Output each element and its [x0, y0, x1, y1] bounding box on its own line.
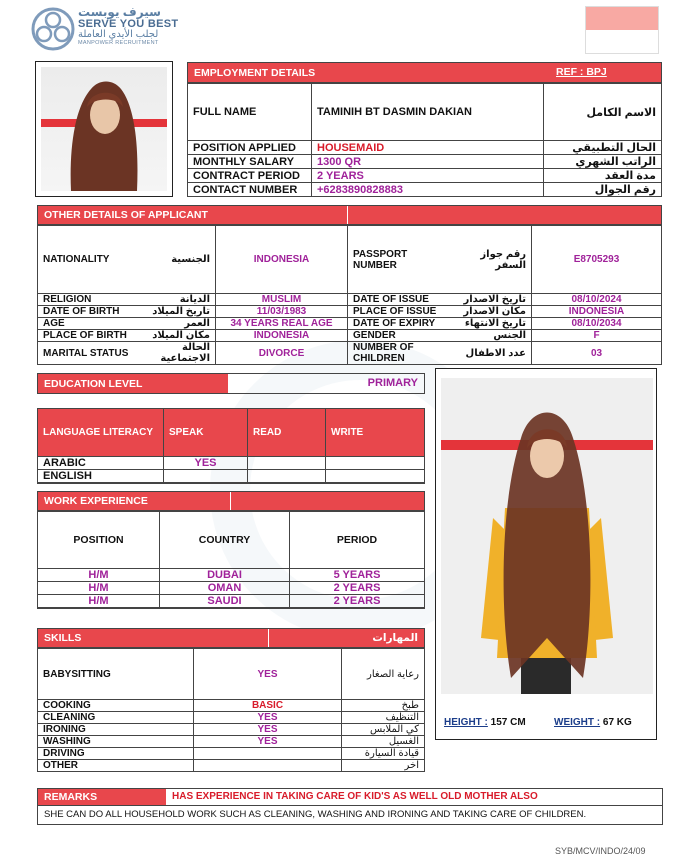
other-details-title: OTHER DETAILS OF APPLICANT: [44, 209, 208, 221]
employment-field-value: HOUSEMAID: [312, 141, 544, 155]
education-level-label: EDUCATION LEVEL: [38, 374, 228, 393]
work-experience-title: WORK EXPERIENCE: [44, 495, 148, 507]
weight-value: 67 KG: [602, 717, 632, 728]
skill-arabic: كي الملابس: [342, 724, 425, 736]
detail-label-arabic: مكان الميلاد: [134, 330, 216, 342]
detail-label: PLACE OF ISSUE: [348, 306, 452, 318]
remarks-highlight: HAS EXPERIENCE IN TAKING CARE OF KID'S AS WELL OLD MOTHER ALSO: [172, 791, 538, 802]
detail-value: MUSLIM: [216, 294, 348, 306]
skill-value: YES: [194, 712, 342, 724]
language-column-header: SPEAK: [164, 409, 248, 457]
employment-field-arabic: الراتب الشهري: [544, 155, 662, 169]
detail-label-arabic: الديانة: [134, 294, 216, 306]
detail-label-arabic: الجنسية: [134, 226, 216, 294]
language-row: [38, 483, 425, 484]
employment-row: [188, 84, 662, 141]
detail-value: 11/03/1983: [216, 306, 348, 318]
work-position: H/M: [38, 569, 160, 582]
work-position: [38, 608, 160, 609]
skill-name: DRIVING: [38, 748, 194, 760]
detail-label-arabic: تاريخ الاصدار: [452, 294, 532, 306]
other-details-row: [38, 226, 662, 294]
work-period: 2 YEARS: [290, 582, 425, 595]
skill-arabic: اخر: [342, 760, 425, 772]
skill-arabic: قيادة السيارة: [342, 748, 425, 760]
work-position: H/M: [38, 595, 160, 608]
skill-name: OTHER: [38, 760, 194, 772]
skill-value: BASIC: [194, 700, 342, 712]
height-label: HEIGHT :: [444, 717, 488, 728]
work-row: [38, 595, 425, 608]
employment-details-table: [187, 83, 662, 197]
employment-field-arabic: مدة العقد: [544, 169, 662, 183]
company-logo: [30, 6, 205, 56]
language-column-header: LANGUAGE LITERACY: [38, 409, 164, 457]
skill-name: CLEANING: [38, 712, 194, 724]
detail-label: DATE OF ISSUE: [348, 294, 452, 306]
employment-details-title: EMPLOYMENT DETAILS: [194, 66, 316, 79]
detail-label-arabic: مكان الاصدار: [452, 306, 532, 318]
employment-field-value: +6283890828883: [312, 183, 544, 197]
detail-value: 08/10/2024: [532, 294, 662, 306]
work-country: DUBAI: [160, 569, 290, 582]
skill-arabic: الغسيل: [342, 736, 425, 748]
detail-value: 03: [532, 342, 662, 365]
remarks-text: SHE CAN DO ALL HOUSEHOLD WORK SUCH AS CLEANING, WASHING AND IRONING AND TAKING CARE OF CHILDREN.: [44, 809, 587, 820]
detail-value: E8705293: [532, 226, 662, 294]
skill-row: [38, 748, 425, 760]
height-value: 157 CM: [490, 717, 526, 728]
employment-field-label: CONTACT NUMBER: [188, 183, 312, 197]
skill-name: BABYSITTING: [38, 649, 194, 700]
work-experience-table: [37, 511, 425, 609]
employment-row: [188, 141, 662, 155]
employment-field-arabic: الاسم الكامل: [544, 84, 662, 141]
language-speak: [164, 483, 248, 484]
work-period: 5 YEARS: [290, 569, 425, 582]
detail-label: NUMBER OF CHILDREN: [348, 342, 452, 365]
detail-label-arabic: الحالة الاجتماعية: [134, 342, 216, 365]
weight-measurement: [554, 717, 632, 728]
skills-header: [37, 628, 425, 648]
skill-name: IRONING: [38, 724, 194, 736]
employment-row: [188, 155, 662, 169]
skill-value: [194, 760, 342, 772]
language-name: ENGLISH: [38, 470, 164, 483]
detail-value: 34 YEARS REAL AGE: [216, 318, 348, 330]
remarks-section: [37, 788, 663, 825]
skill-row: [38, 712, 425, 724]
work-country: [160, 608, 290, 609]
work-country: SAUDI: [160, 595, 290, 608]
other-details-row: [38, 342, 662, 365]
language-row: [38, 470, 425, 483]
skill-arabic: رعاية الصغار: [342, 649, 425, 700]
detail-label-arabic: تاريخ الانتهاء: [452, 318, 532, 330]
detail-label: PASSPORT NUMBER: [348, 226, 452, 294]
education-level-value: PRIMARY: [367, 377, 418, 389]
language-row: [38, 457, 425, 470]
employment-field-label: MONTHLY SALARY: [188, 155, 312, 169]
work-period: 2 YEARS: [290, 595, 425, 608]
detail-value: DIVORCE: [216, 342, 348, 365]
other-details-row: [38, 306, 662, 318]
language-read: [248, 470, 326, 483]
detail-label-arabic: عدد الاطفال: [452, 342, 532, 365]
skill-value: YES: [194, 736, 342, 748]
employment-field-arabic: رقم الجوال: [544, 183, 662, 197]
height-measurement: [444, 717, 526, 728]
document-code: SYB/MCV/INDO/24/09: [555, 846, 646, 856]
education-level-row: [37, 373, 425, 394]
language-write: [326, 483, 425, 484]
skill-row: [38, 760, 425, 772]
skill-row: [38, 724, 425, 736]
logo-english-name: SERVE YOU BEST: [78, 17, 179, 30]
employment-field-value: TAMINIH BT DASMIN DAKIAN: [312, 84, 544, 141]
skill-value: [194, 748, 342, 760]
detail-label: GENDER: [348, 330, 452, 342]
detail-label: DATE OF BIRTH: [38, 306, 134, 318]
employment-field-label: POSITION APPLIED: [188, 141, 312, 155]
language-name: [38, 483, 164, 484]
detail-label: RELIGION: [38, 294, 134, 306]
language-column-header: READ: [248, 409, 326, 457]
employment-field-value: 1300 QR: [312, 155, 544, 169]
reference-code: REF : BPJ: [556, 66, 607, 78]
detail-label-arabic: تاريخ الميلاد: [134, 306, 216, 318]
remarks-label: REMARKS: [38, 789, 166, 805]
skill-row: [38, 700, 425, 712]
detail-label-arabic: رقم جواز السفر: [452, 226, 532, 294]
logo-arabic-name: سيرف يوبست: [78, 5, 161, 19]
detail-value: 08/10/2034: [532, 318, 662, 330]
detail-value: INDONESIA: [216, 330, 348, 342]
language-column-header: WRITE: [326, 409, 425, 457]
detail-value: F: [532, 330, 662, 342]
skills-table: [37, 648, 425, 772]
skill-row: [38, 736, 425, 748]
detail-label: NATIONALITY: [38, 226, 134, 294]
indonesia-flag-icon: [585, 6, 659, 54]
detail-label: AGE: [38, 318, 134, 330]
work-row: [38, 582, 425, 595]
other-details-header: [37, 205, 662, 225]
language-header-row: [38, 409, 425, 457]
weight-label: WEIGHT :: [554, 717, 601, 728]
employment-details-header: [187, 62, 662, 83]
skill-value: YES: [194, 724, 342, 736]
language-write: [326, 457, 425, 470]
logo-arabic-sub: لجلب الأيدي العاملة: [78, 29, 159, 41]
language-literacy-table: [37, 408, 425, 484]
skills-title: SKILLS: [44, 632, 82, 644]
other-details-row: [38, 330, 662, 342]
work-row: [38, 569, 425, 582]
detail-value: INDONESIA: [216, 226, 348, 294]
language-speak: [164, 470, 248, 483]
work-period: [290, 608, 425, 609]
work-column-header: POSITION: [38, 512, 160, 569]
employment-field-label: CONTRACT PERIOD: [188, 169, 312, 183]
full-body-photo: [435, 368, 657, 740]
skill-name: COOKING: [38, 700, 194, 712]
work-experience-header: [37, 491, 425, 511]
work-column-header: COUNTRY: [160, 512, 290, 569]
language-speak: YES: [164, 457, 248, 470]
employment-row: [188, 169, 662, 183]
employment-row: [188, 183, 662, 197]
skills-title-arabic: المهارات: [372, 632, 418, 644]
work-row: [38, 608, 425, 609]
detail-value: INDONESIA: [532, 306, 662, 318]
other-details-table: [37, 225, 662, 365]
work-column-header: PERIOD: [290, 512, 425, 569]
other-details-row: [38, 294, 662, 306]
employment-field-arabic: الحال التطبيقي: [544, 141, 662, 155]
passport-photo: [35, 61, 173, 197]
skill-arabic: طبخ: [342, 700, 425, 712]
skill-arabic: التنظيف: [342, 712, 425, 724]
language-read: [248, 483, 326, 484]
skill-value: YES: [194, 649, 342, 700]
logo-english-sub: MANPOWER RECRUITMENT: [78, 39, 159, 46]
logo-emblem-icon: [30, 6, 76, 52]
detail-label-arabic: الجنس: [452, 330, 532, 342]
work-position: H/M: [38, 582, 160, 595]
language-name: ARABIC: [38, 457, 164, 470]
language-write: [326, 470, 425, 483]
work-header-row: [38, 512, 425, 569]
language-read: [248, 457, 326, 470]
detail-label-arabic: العمر: [134, 318, 216, 330]
skill-name: WASHING: [38, 736, 194, 748]
other-details-row: [38, 318, 662, 330]
employment-field-value: 2 YEARS: [312, 169, 544, 183]
detail-label: DATE OF EXPIRY: [348, 318, 452, 330]
employment-field-label: FULL NAME: [188, 84, 312, 141]
detail-label: MARITAL STATUS: [38, 342, 134, 365]
skill-row: [38, 649, 425, 700]
detail-label: PLACE OF BIRTH: [38, 330, 134, 342]
work-country: OMAN: [160, 582, 290, 595]
